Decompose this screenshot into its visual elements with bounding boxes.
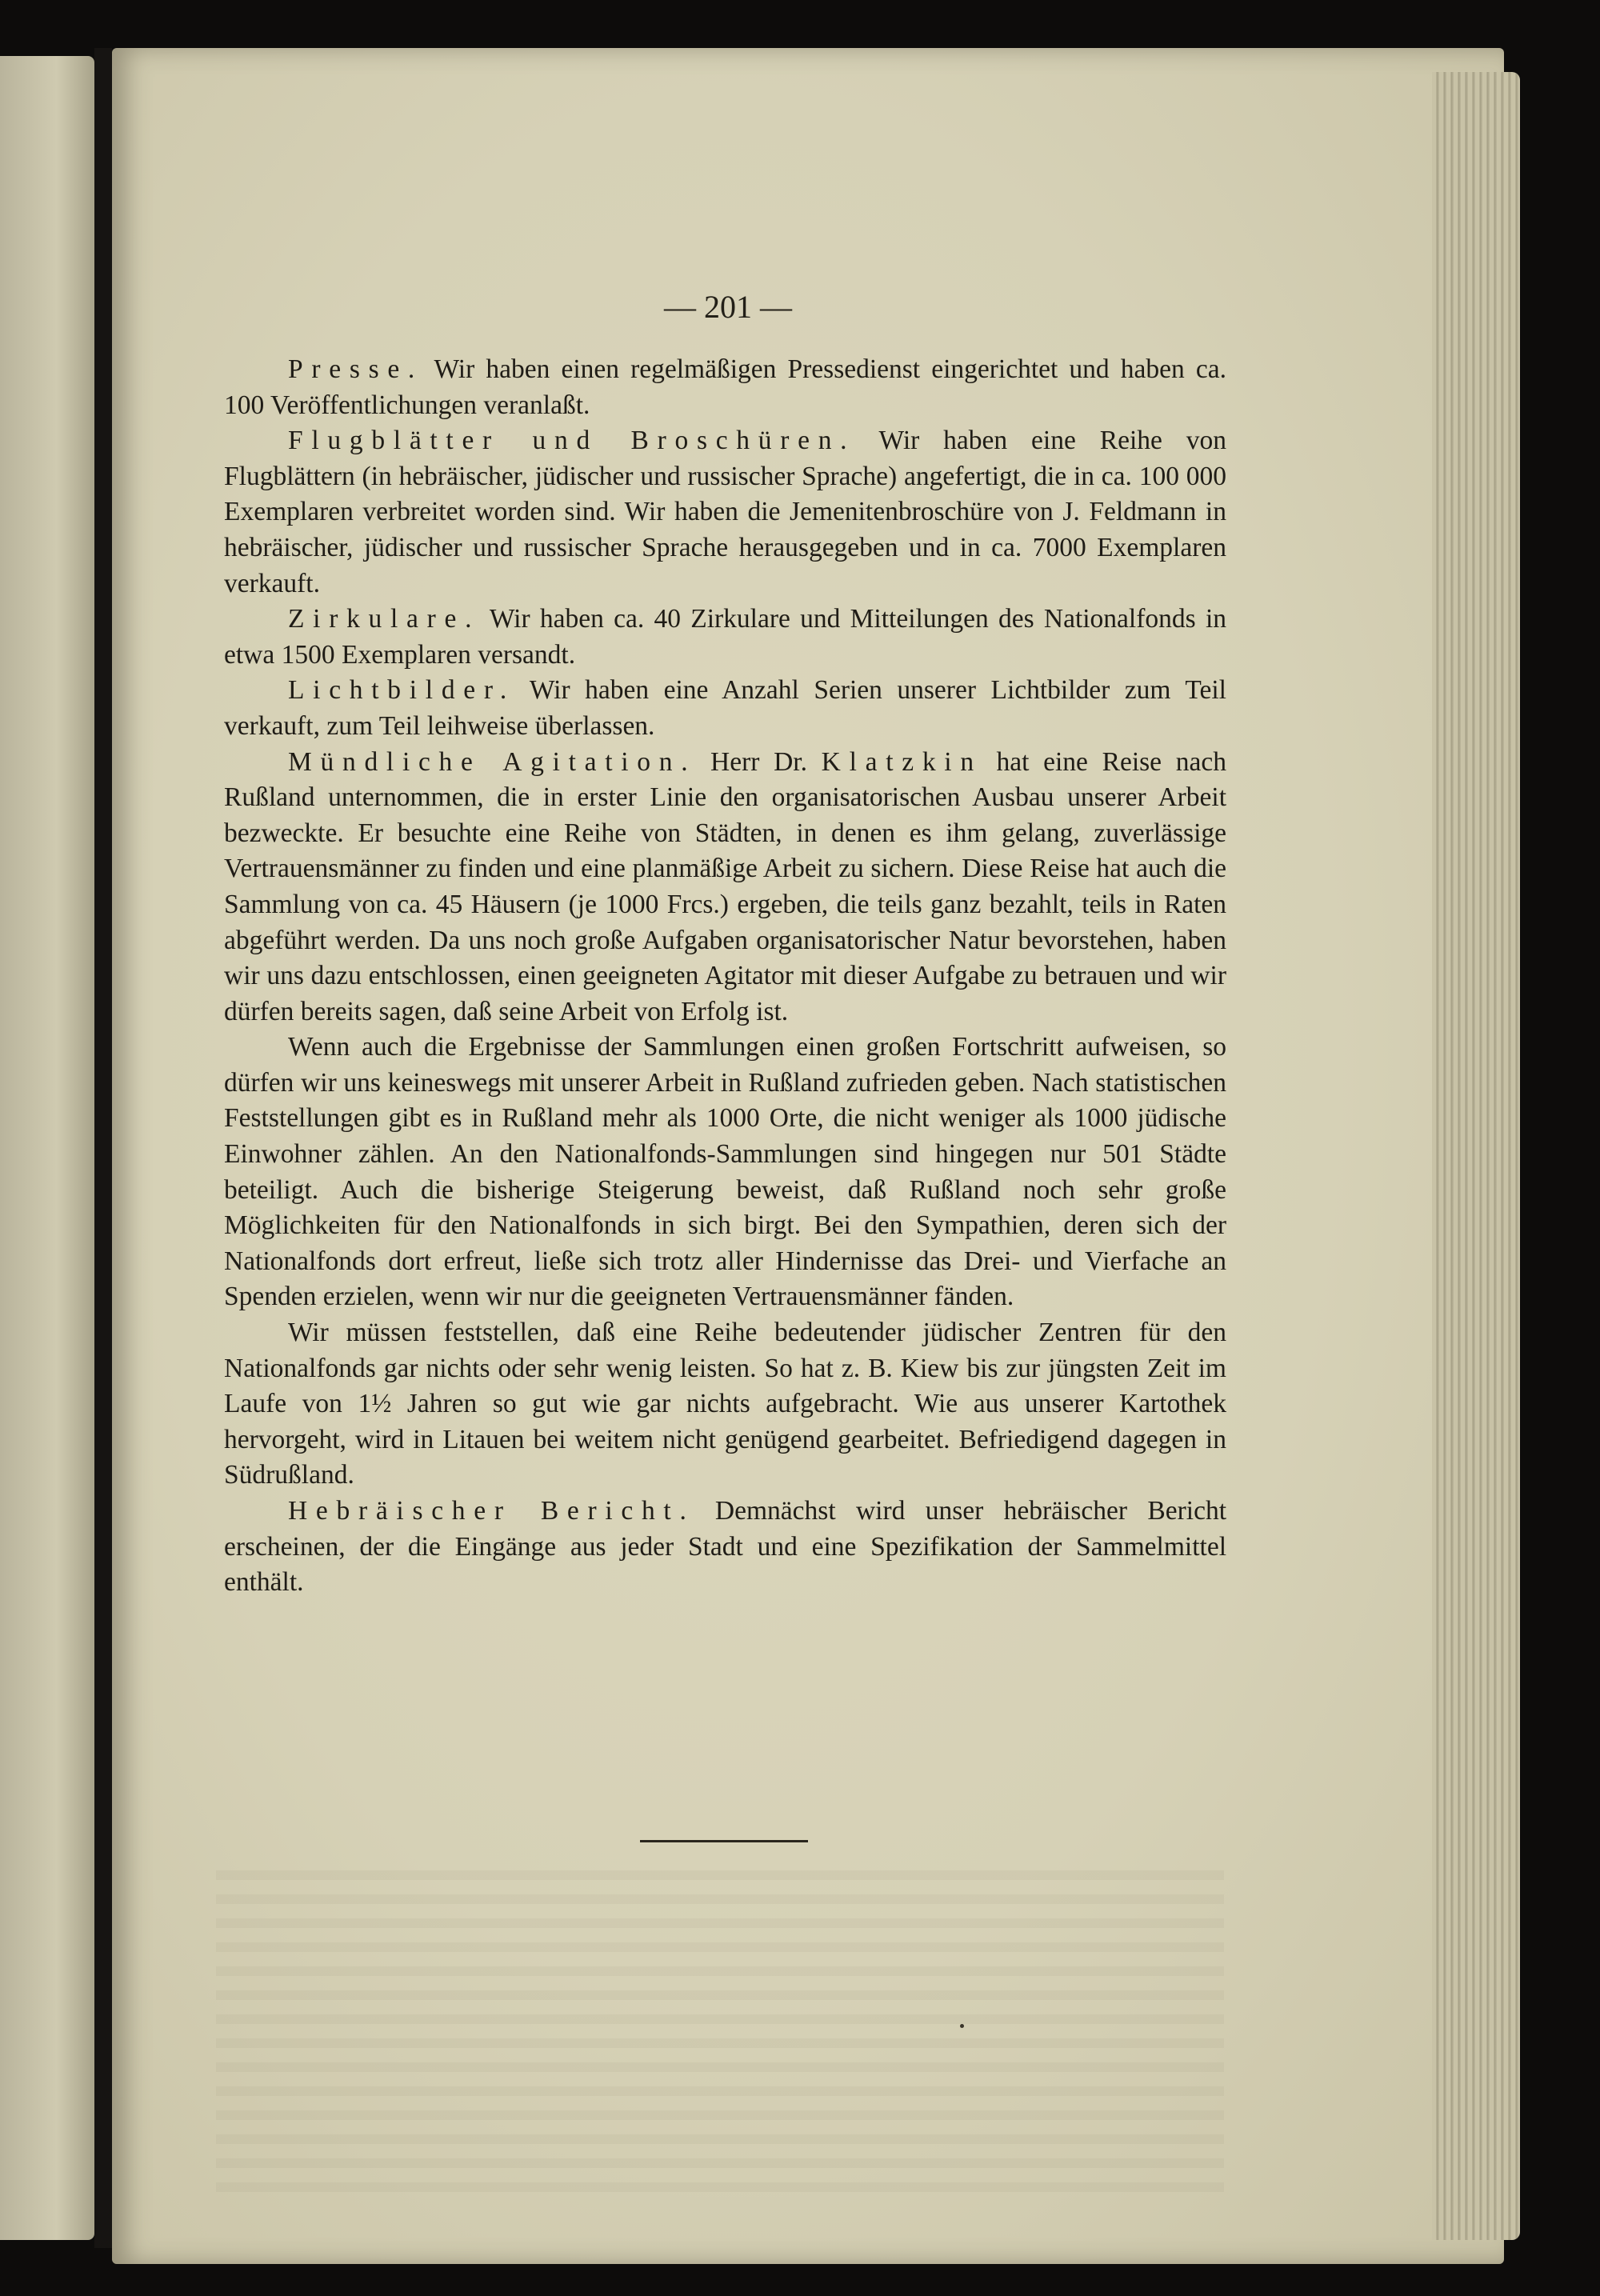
paragraph-text: Wenn auch die Ergebnisse der Sammlungen einen großen Fortschritt aufweisen, so dürfen wir uns keineswegs mit unserer Arbeit in Rußland zufrieden geben. Nach statistischen Feststellungen gibt es in Rußland mehr als 1000 Orte, die nicht weniger als 1000 jüdische Einwohner zählen. An den Nationalfonds-Sammlungen sind hingegen nur 501 Städte beteiligt. Auch die bisherige Steigerung beweist, daß Rußland noch sehr große Möglichkeiten für den Nationalfonds in sich birgt. Bei den Sympathien, deren sich der Nationalfonds dort erfreut, ließe sich trotz aller Hindernisse das Drei- und Vierfache an Spenden erzielen, wenn wir nur die geeigneten Vertrauensmänner fänden. (224, 1032, 1226, 1312)
section-heading: Mündliche Agitation. (288, 746, 697, 777)
paragraph-text: Herr Dr. (696, 746, 822, 777)
section-heading: Presse. (288, 354, 424, 384)
paragraph-presse (224, 352, 1226, 423)
show-through-text (216, 1856, 1224, 2192)
section-heading: Flugblätter und Broschüren. (288, 426, 856, 456)
paragraph-agitation (224, 745, 1226, 1030)
paragraph-russland (224, 1030, 1226, 1315)
paragraph-text: Wir haben einen regelmäßigen Pressedienst eingerichtet und haben ca. 100 Veröffentlichungen veranlaßt. (224, 354, 1226, 420)
paragraph-zentren (224, 1315, 1226, 1494)
paragraph-text: Wir haben eine Anzahl Serien unserer Lichtbilder zum Teil verkauft, zum Teil leihweise überlassen. (224, 675, 1226, 741)
paragraph-bericht (224, 1494, 1226, 1601)
section-heading: Hebräischer Bericht. (288, 1496, 695, 1526)
paper-speck (960, 2024, 964, 2028)
paragraph-lichtbilder (224, 673, 1226, 744)
page-body (224, 352, 1226, 1601)
page-stack-edges (1432, 72, 1520, 2240)
paragraph-flugblaetter (224, 423, 1226, 602)
section-heading: Lichtbilder. (288, 675, 516, 706)
paragraph-text: Demnächst wird unser hebräischer Bericht erscheinen, der die Eingänge aus jeder Stadt und eine Spezifikation der Sammelmittel enthält. (224, 1496, 1226, 1598)
paragraph-text-continued: hat eine Reise nach Rußland unternommen, die in erster Linie den organisatorischen Ausbau unserer Arbeit bezweckte. Er besuchte eine Reihe von Städten, in denen es ihm gelang, zuverlässige Vertrauensmänner zu finden und eine planmäßige Arbeit zu sichern. Diese Reise hat auch die Sammlung von ca. 45 Häusern (je 1000 Frcs.) ergeben, die teils ganz bezahlt, teils in Raten abgeführt werden. Da uns noch große Aufgaben organisatorischer Natur bevorstehen, haben wir uns dazu entschlossen, einen geeigneten Agitator mit dieser Aufgabe zu betrauen und wir dürfen bereits sagen, daß seine Arbeit von Erfolg ist. (224, 746, 1226, 1026)
page-number: — 201 — (664, 289, 792, 325)
person-name: Klatzkin (821, 746, 982, 777)
book-gutter (94, 48, 112, 2248)
section-heading: Zirkulare. (288, 604, 481, 634)
paragraph-text: Wir müssen feststellen, daß eine Reihe bedeutender jüdischer Zentren für den Nationalfonds gar nichts oder sehr wenig leisten. So hat z. B. Kiew bis zur jüngsten Zeit im Laufe von 1½ Jahren so gut wie gar nichts aufgebracht. Wie aus unserer Kartothek hervorgeht, wird in Litauen bei weitem nicht genügend gearbeitet. Befriedigend dagegen in Südrußland. (224, 1318, 1226, 1490)
closing-rule (640, 1840, 808, 1842)
paragraph-text: Wir haben eine Reihe von Flugblättern (in hebräischer, jüdischer und russischer Sprache) angefertigt, die in ca. 100 000 Exemplaren verbreitet worden sind. Wir haben die Jemenitenbroschüre von J. Feldmann in hebräischer, jüdischer und russischer Sprache herausgegeben und in ca. 7000 Exemplaren verkauft. (224, 426, 1227, 598)
paragraph-zirkulare (224, 602, 1226, 673)
facing-page-edge (0, 56, 94, 2240)
paragraph-text: Wir haben ca. 40 Zirkulare und Mitteilungen des Nationalfonds in etwa 1500 Exemplaren versandt. (224, 604, 1226, 670)
